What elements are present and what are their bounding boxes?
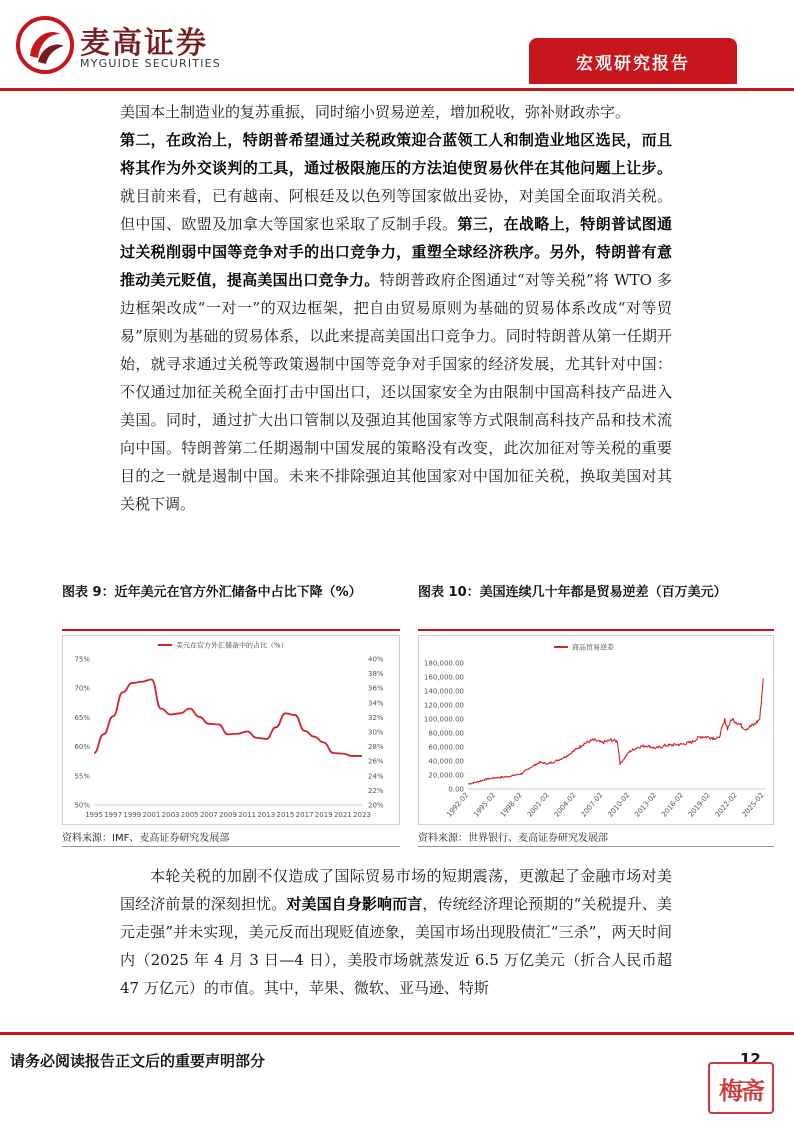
chart9-x-tick: 2001	[142, 811, 161, 819]
chart9-y-left-tick: 55%	[74, 772, 90, 781]
chart9-y-right-tick: 28%	[368, 743, 384, 752]
chart9-x-tick: 1995	[85, 811, 103, 819]
figure-10-rule	[418, 629, 774, 631]
para1-seg-4: 第三，在战略上，特朗普试图通过关税削弱中国等竞争对手的出口竞争力，重塑全球经济秩序。另外，特朗普有意推动美元贬值，提高美国出口竞争力。	[120, 215, 672, 289]
brand-logo-icon	[16, 16, 74, 74]
disclaimer-note: 请务必阅读报告正文后的重要声明部分	[10, 1052, 266, 1070]
figure-9-bottom-rule	[62, 846, 400, 847]
chart9-y-right-tick: 24%	[368, 772, 384, 781]
report-type-tag: 宏观研究报告	[529, 38, 737, 84]
chart10-y-tick: 0.00	[448, 785, 464, 794]
chart10-y-tick: 80,000.00	[428, 729, 464, 738]
chart10-x-tick: 2004-02	[552, 791, 578, 819]
para1-seg-1: 美国本土制造业的复苏重振，同时缩小贸易逆差，增加税收，弥补财政赤字。	[120, 103, 631, 121]
chart10-y-tick: 60,000.00	[428, 743, 464, 752]
chart10-x-tick: 2010-02	[606, 791, 632, 819]
para2-seg-1: 本轮关税的加剧不仅造成了国际贸易市场的短期震荡，更激起了金融市场对美国经济前景的深刻担忧。	[120, 867, 672, 913]
chart10-x-tick: 2007-02	[579, 791, 605, 819]
body-paragraph-1	[120, 98, 672, 518]
chart10-x-tick: 1998-02	[499, 791, 524, 819]
chart9-x-tick: 2019	[314, 811, 333, 819]
chart9-series-line	[94, 679, 362, 756]
chart9-x-tick: 2007	[199, 811, 218, 819]
chart9-y-right-tick: 40%	[368, 655, 384, 664]
chart9-x-tick: 2021	[333, 811, 352, 819]
chart9-x-tick: 2017	[295, 811, 314, 819]
chart9-x-tick: 2003	[161, 811, 180, 819]
figure-10-source: 资料来源：世界银行、麦高证券研究发展部	[418, 833, 608, 844]
chart9-y-right-tick: 34%	[368, 699, 384, 708]
chart9-y-left-tick: 70%	[74, 684, 90, 693]
chart9-y-right-tick: 32%	[368, 713, 384, 722]
chart9-x-tick: 2013	[257, 811, 276, 819]
chart10-y-tick: 40,000.00	[428, 757, 464, 766]
chart10-x-tick: 2001-02	[525, 791, 551, 819]
page-number: 12	[740, 1050, 761, 1068]
chart9-y-left-tick: 60%	[74, 743, 90, 752]
para1-seg-5: 特朗普政府企图通过“对等关税”将 WTO 多边框架改成“一对一”的双边框架，把自由贸易原则为基础的贸易体系改成“对等贸易”原则为基础的贸易体系，以此来提高美国出口竞争力。同时特朗普从第一任期开始，就寻求通过关税等政策遏制中国等竞争对手国家的经济发展，尤其针对中国：不仅通过加征关税全面打击中国出口，还以国家安全为由限制中国高科技产品进入美国。同时，通过扩大出口管制以及强迫其他国家等方式限制高科技产品和技术流向中国。特朗普第二任期遏制中国发展的策略没有改变，此次加征对等关税的重要目的之一就是遏制中国。未来不排除强迫其他国家对中国加征关税，换取美国对其关税下调。	[120, 271, 672, 513]
chart10-x-tick: 2013-02	[633, 791, 659, 819]
chart10-y-tick: 180,000.00	[423, 659, 464, 668]
brand-name-cn: 麦高证券	[80, 26, 208, 61]
chart10-y-tick: 140,000.00	[423, 687, 464, 696]
chart9-y-left-tick: 65%	[74, 713, 90, 722]
figure-9-rule	[62, 629, 400, 631]
chart9-x-tick: 1999	[123, 811, 142, 819]
page-header	[0, 0, 794, 96]
para1-seg-2: 第二，在政治上，特朗普希望通过关税政策迎合蓝领工人和制造业地区选民，而且将其作为外交谈判的工具，通过极限施压的方法迫使贸易伙伴在其他问题上让步。	[120, 131, 672, 177]
figure-9-source: 资料来源：IMF、麦高证券研究发展部	[62, 833, 230, 844]
watermark-seal-icon: 梅斋	[708, 1062, 774, 1114]
chart9-x-tick: 2005	[180, 811, 199, 819]
chart10-x-tick: 2025-02	[740, 791, 766, 819]
chart10-y-tick: 120,000.00	[423, 701, 464, 710]
chart9-legend-label: 美元在官方外汇储备中的占比（%）	[176, 641, 288, 650]
chart9-y-right-tick: 30%	[368, 728, 384, 737]
brand-name-en: MYGUIDE SECURITIES	[80, 57, 221, 70]
chart10-x-tick: 2019-02	[686, 791, 712, 819]
figure-10-bottom-rule	[418, 846, 774, 847]
chart9-y-right-tick: 20%	[368, 801, 384, 810]
chart10-x-tick: 2016-02	[660, 791, 686, 819]
para1-seg-3: 就目前来看，已有越南、阿根廷及以色列等国家做出妥协，对美国全面取消关税。但中国、欧盟及加拿大等国家也采取了反制手段。	[120, 187, 672, 233]
chart9-y-right-tick: 38%	[368, 670, 384, 679]
chart9-y-left-tick: 75%	[74, 655, 90, 664]
footer-divider	[0, 1032, 794, 1035]
trade-deficit-chart	[418, 635, 774, 825]
chart10-x-tick: 2022-02	[713, 791, 739, 819]
chart10-legend-label: 商品贸易逆差	[572, 643, 614, 652]
chart9-y-left-tick: 50%	[74, 801, 90, 810]
figure-9-title: 图表 9：近年美元在官方外汇储备中占比下降（%）	[62, 585, 362, 600]
para2-seg-3: ，传统经济理论预期的“关税提升、美元走强”并未实现，美元反而出现贬值迹象，美国市场出现股债汇“三杀”，两天时间内（2025 年 4 月 3 日—4 日），美股市场就蒸发近 6.5 万亿美元（折合人民币超 47 万亿元）的市值。其中，苹果、微软、亚马逊、特斯	[120, 895, 672, 997]
usd-reserve-share-chart	[62, 635, 400, 825]
figure-10-title: 图表 10：美国连续几十年都是贸易逆差（百万美元）	[418, 585, 727, 600]
chart9-y-right-tick: 26%	[368, 757, 384, 766]
chart9-x-tick: 2023	[353, 811, 371, 819]
chart10-y-tick: 20,000.00	[428, 771, 464, 780]
chart9-x-tick: 2009	[219, 811, 237, 819]
chart10-series-line	[468, 678, 763, 784]
body-paragraph-2	[120, 862, 672, 1002]
chart10-x-tick: 1992-02	[445, 791, 471, 819]
chart9-x-tick: 2011	[238, 811, 257, 819]
chart9-x-tick: 1997	[104, 811, 123, 819]
para2-seg-2: 对美国自身影响而言	[286, 895, 423, 913]
chart9-x-tick: 2015	[276, 811, 295, 819]
chart10-y-tick: 100,000.00	[423, 715, 464, 724]
chart10-x-tick: 1995-02	[472, 791, 498, 819]
header-divider	[0, 88, 794, 91]
chart9-y-right-tick: 36%	[368, 684, 384, 693]
chart9-frame	[63, 636, 400, 825]
chart10-y-tick: 160,000.00	[423, 673, 464, 682]
chart9-y-right-tick: 22%	[368, 786, 384, 795]
